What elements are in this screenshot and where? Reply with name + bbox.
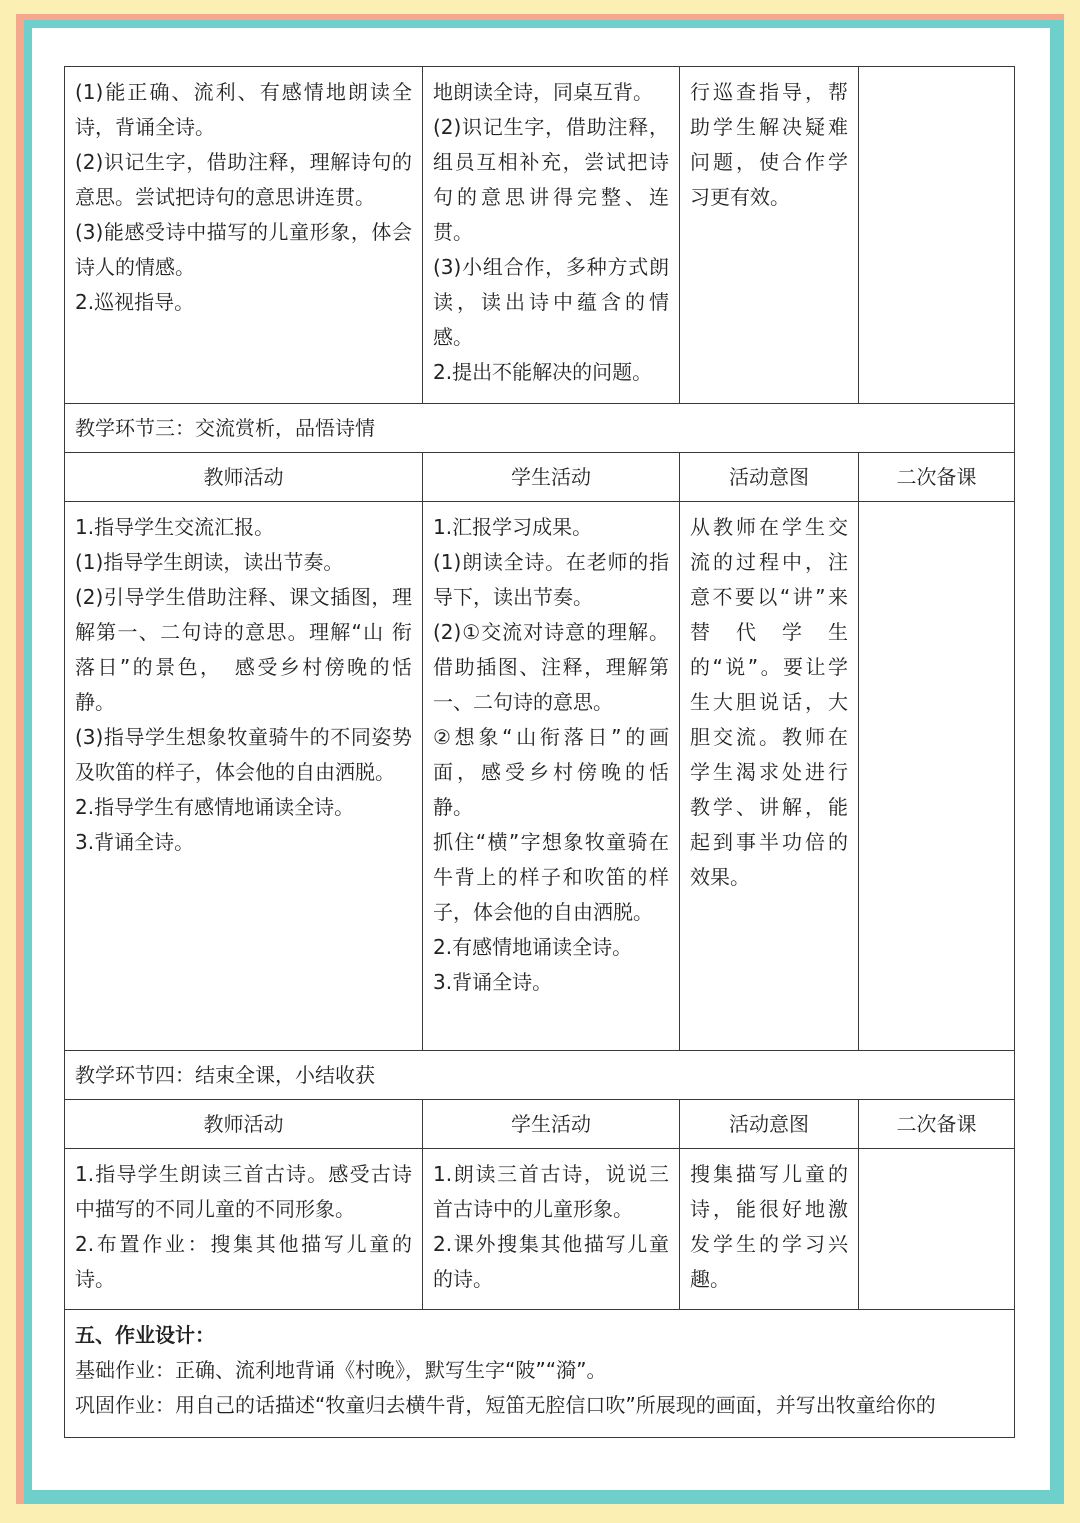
- cell-activity-intent: [680, 67, 859, 404]
- table-row-header: [65, 1100, 1015, 1149]
- cell-teacher-activity: [65, 67, 423, 404]
- list-item: (1)指导学生朗读，读出节奏。: [75, 550, 344, 574]
- cell-activity-intent: [680, 502, 859, 1051]
- list-item: (2)识记生字，借助注释，组员互相补充，尝试把诗句的意思讲得完整、连贯。: [433, 115, 669, 244]
- list-item: (3)小组合作，多种方式朗读，读出诗中蕴含的情感。: [433, 255, 669, 349]
- cell-teacher-activity: [65, 502, 423, 1051]
- table-row-section-title: [65, 404, 1015, 453]
- list-item: (3)指导学生想象牧童骑牛的不同姿势及吹笛的样子，体会他的自由洒脱。: [75, 725, 412, 784]
- cell-secondary-prep: [859, 67, 1015, 404]
- section-title-3: 教学环节三：交流赏析，品悟诗情: [65, 404, 1015, 453]
- header-teacher-activity: 教师活动: [65, 1100, 423, 1149]
- list-item: 3.背诵全诗。: [433, 970, 553, 994]
- list-item: 1.朗读三首古诗，说说三首古诗中的儿童形象。: [433, 1162, 669, 1221]
- list-item: ②想象“山衔落日”的画面，感受乡村傍晚的恬静。: [433, 725, 669, 819]
- list-item: 2.有感情地诵读全诗。: [433, 935, 633, 959]
- list-item: 地朗读全诗，同桌互背。: [433, 80, 653, 104]
- list-item: 2.指导学生有感情地诵读全诗。: [75, 795, 355, 819]
- list-item: 2.课外搜集其他描写儿童的诗。: [433, 1232, 669, 1291]
- list-item: 行巡查指导，帮助学生解决疑难问题，使合作学习更有效。: [690, 80, 848, 209]
- list-item: (2)识记生字，借助注释，理解诗句的意思。尝试把诗句的意思讲连贯。: [75, 150, 412, 209]
- cell-activity-intent: [680, 1149, 859, 1310]
- list-item: (1)朗读全诗。在老师的指导下，读出节奏。: [433, 550, 669, 609]
- header-secondary-prep: 二次备课: [859, 1100, 1015, 1149]
- header-student-activity: 学生活动: [423, 453, 680, 502]
- document-page: [32, 28, 1050, 1490]
- list-item: (2)①交流对诗意的理解。借助插图、注释，理解第一、二句诗的意思。: [433, 620, 669, 714]
- table-row-continuation: [65, 67, 1015, 404]
- lesson-plan-table: [64, 66, 1015, 1438]
- table-row-content: [65, 502, 1015, 1051]
- list-item: 2.提出不能解决的问题。: [433, 360, 653, 384]
- list-item: (1)能正确、流利、有感情地朗读全诗，背诵全诗。: [75, 80, 412, 139]
- list-item: 搜集描写儿童的诗，能很好地激发学生的学习兴趣。: [690, 1162, 848, 1291]
- list-item: 2.布置作业：搜集其他描写儿童的诗。: [75, 1232, 412, 1291]
- table-row-homework: [65, 1310, 1015, 1438]
- list-item: 1.指导学生朗读三首古诗。感受古诗中描写的不同儿童的不同形象。: [75, 1162, 412, 1221]
- cell-secondary-prep: [859, 502, 1015, 1051]
- header-teacher-activity: 教师活动: [65, 453, 423, 502]
- table-row-content: [65, 1149, 1015, 1310]
- list-item: (3)能感受诗中描写的儿童形象，体会诗人的情感。: [75, 220, 412, 279]
- header-student-activity: 学生活动: [423, 1100, 680, 1149]
- table-row-section-title: [65, 1051, 1015, 1100]
- cell-student-activity: [423, 1149, 680, 1310]
- section-title-4: 教学环节四：结束全课，小结收获: [65, 1051, 1015, 1100]
- table-row-header: [65, 453, 1015, 502]
- cell-teacher-activity: [65, 1149, 423, 1310]
- cell-student-activity: [423, 502, 680, 1051]
- lesson-plan-table-wrap: [64, 66, 1015, 1438]
- homework-cell: [65, 1310, 1015, 1438]
- header-secondary-prep: 二次备课: [859, 453, 1015, 502]
- list-item: 2.巡视指导。: [75, 290, 195, 314]
- header-activity-intent: 活动意图: [680, 453, 859, 502]
- list-item: (2)引导学生借助注释、课文插图，理解第一、二句诗的意思。理解“山 衔 落日”的景色， 感受乡村傍晚的恬静。: [75, 585, 412, 714]
- list-item: 从教师在学生交流的过程中，注意不要以“讲”来替代学生的“说”。要让学生大胆说话，大胆交流。教师在学生渴求处进行教学、讲解，能起到事半功倍的效果。: [690, 515, 848, 889]
- list-item: 1.指导学生交流汇报。: [75, 515, 275, 539]
- homework-consolidate: 巩固作业：用自己的话描述“牧童归去横牛背，短笛无腔信口吹”所展现的画面，并写出牧童给你的: [75, 1393, 936, 1417]
- list-item: 抓住“横”字想象牧童骑在牛背上的样子和吹笛的样子，体会他的自由洒脱。: [433, 830, 669, 924]
- header-activity-intent: 活动意图: [680, 1100, 859, 1149]
- homework-basic: 基础作业：正确、流利地背诵《村晚》，默写生字“陂”“漪”。: [75, 1358, 607, 1382]
- cell-secondary-prep: [859, 1149, 1015, 1310]
- list-item: 3.背诵全诗。: [75, 830, 195, 854]
- cell-student-activity: [423, 67, 680, 404]
- homework-title: 五、作业设计：: [75, 1323, 215, 1347]
- list-item: 1.汇报学习成果。: [433, 515, 593, 539]
